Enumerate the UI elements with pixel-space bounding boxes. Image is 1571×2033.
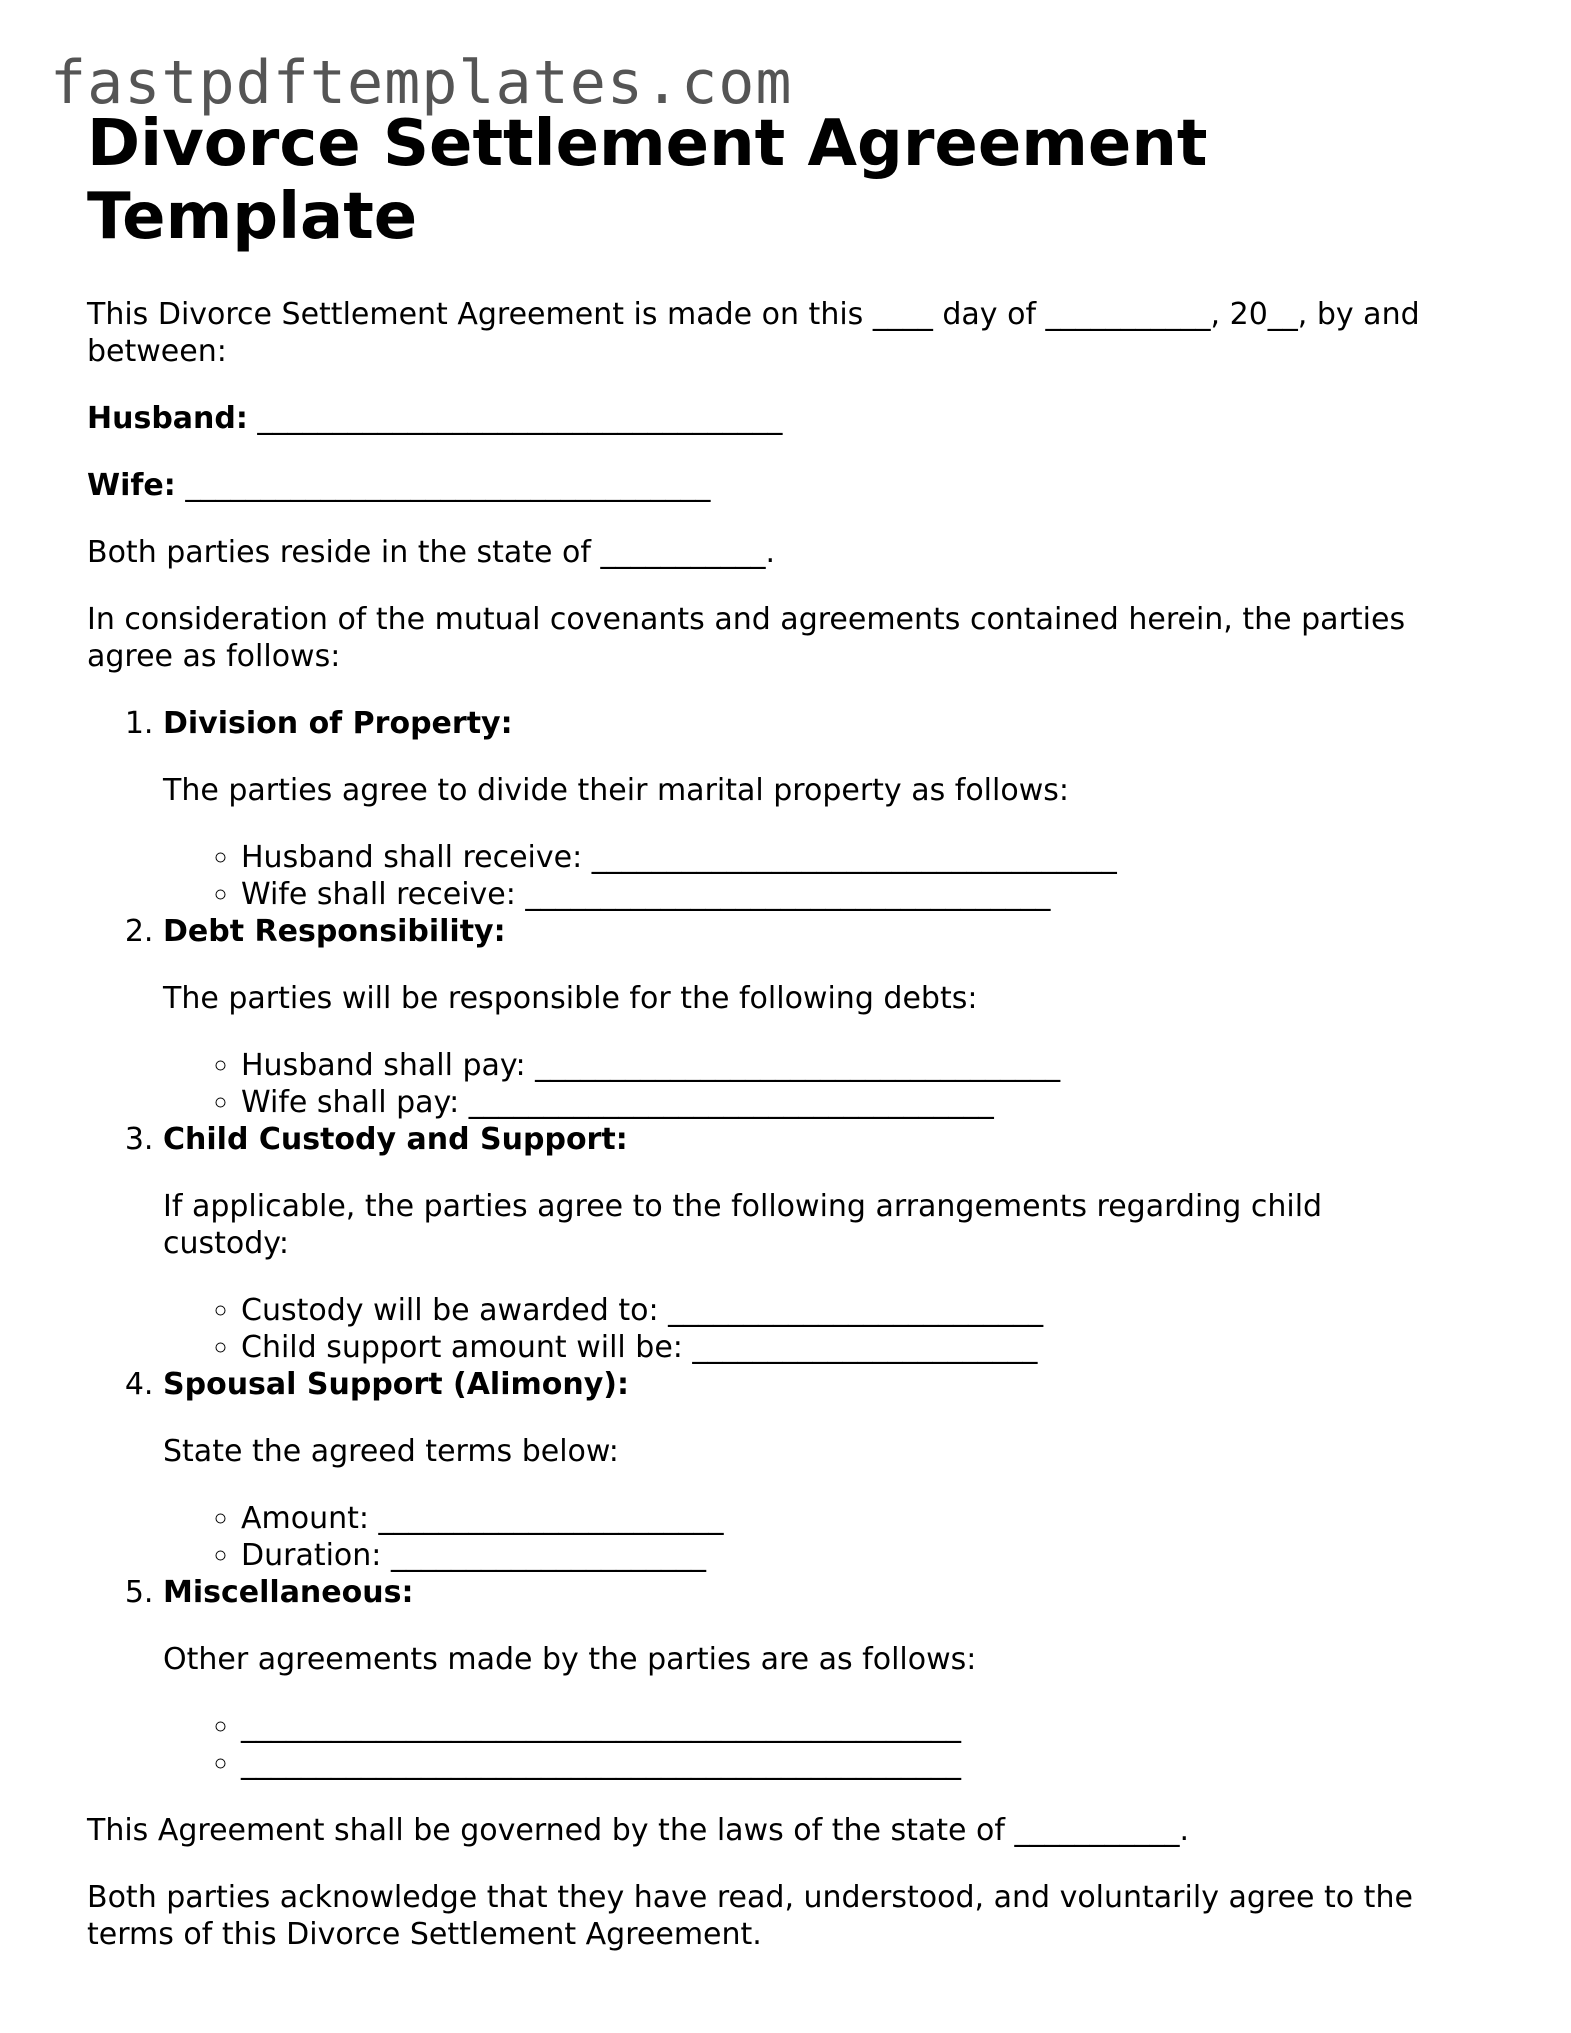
- list-item: ◦ Duration: _____________________: [241, 1537, 1487, 1574]
- section-title: 2. Debt Responsibility:: [163, 914, 506, 949]
- list-item: ◦ ________________________________________________: [241, 1708, 1487, 1745]
- list-item: ◦ Amount: _______________________: [241, 1500, 1487, 1537]
- section-description: The parties agree to divide their marital property as follows:: [163, 773, 1069, 808]
- intro-paragraph: This Divorce Settlement Agreement is made on this ____ day of ___________, 20__, by and between:: [87, 297, 1420, 369]
- list-item: ◦ Husband shall receive: ___________________________________: [241, 839, 1487, 876]
- section-items: [163, 839, 1487, 913]
- section-miscellaneous: [163, 1574, 1487, 1782]
- wife-line: [87, 467, 1487, 504]
- list-item: ◦ Child support amount will be: _______________________: [241, 1329, 1487, 1366]
- section-items: [163, 1500, 1487, 1574]
- husband-label: Husband:: [87, 401, 248, 436]
- residence-paragraph: Both parties reside in the state of ___________.: [87, 535, 776, 570]
- section-items: [163, 1047, 1487, 1121]
- husband-blank: ___________________________________: [257, 401, 783, 436]
- section-title: 3. Child Custody and Support:: [163, 1122, 628, 1157]
- husband-line: [87, 400, 1487, 437]
- section-title: 5. Miscellaneous:: [163, 1575, 414, 1610]
- section-items: [163, 1708, 1487, 1782]
- list-item: ◦ Husband shall pay: ___________________________________: [241, 1047, 1487, 1084]
- watermark-text: fastpdftemplates.com: [50, 48, 793, 118]
- section-title: 4. Spousal Support (Alimony):: [163, 1367, 629, 1402]
- section-title: 1. Division of Property:: [163, 706, 513, 741]
- section-child-custody: [163, 1121, 1487, 1366]
- list-item: ◦ Custody will be awarded to: _________________________: [241, 1292, 1487, 1329]
- wife-label: Wife:: [87, 468, 176, 503]
- section-division-of-property: [163, 705, 1487, 913]
- document-page: [87, 108, 1487, 1953]
- governing-law-paragraph: This Agreement shall be governed by the laws of the state of ___________.: [87, 1813, 1189, 1848]
- section-spousal-support: [163, 1366, 1487, 1574]
- section-description: The parties will be responsible for the following debts:: [163, 981, 978, 1016]
- section-description: State the agreed terms below:: [163, 1434, 619, 1469]
- document-title: Divorce Settlement Agreement Template: [87, 107, 1208, 254]
- section-items: [163, 1292, 1487, 1366]
- section-description: Other agreements made by the parties are as follows:: [163, 1642, 977, 1677]
- consideration-paragraph: In consideration of the mutual covenants and agreements contained herein, the parties agree as follows:: [87, 602, 1406, 674]
- section-debt-responsibility: [163, 913, 1487, 1121]
- section-description: If applicable, the parties agree to the following arrangements regarding child custody:: [163, 1189, 1323, 1261]
- agreement-sections-list: [87, 705, 1487, 1782]
- list-item: ◦ Wife shall receive: ___________________________________: [241, 876, 1487, 913]
- wife-blank: ___________________________________: [185, 468, 711, 503]
- acknowledgment-paragraph: Both parties acknowledge that they have read, understood, and voluntarily agree to the terms of this Divorce Settlement Agreement.: [87, 1880, 1413, 1952]
- list-item: ◦ ________________________________________________: [241, 1745, 1487, 1782]
- list-item: ◦ Wife shall pay: ___________________________________: [241, 1084, 1487, 1121]
